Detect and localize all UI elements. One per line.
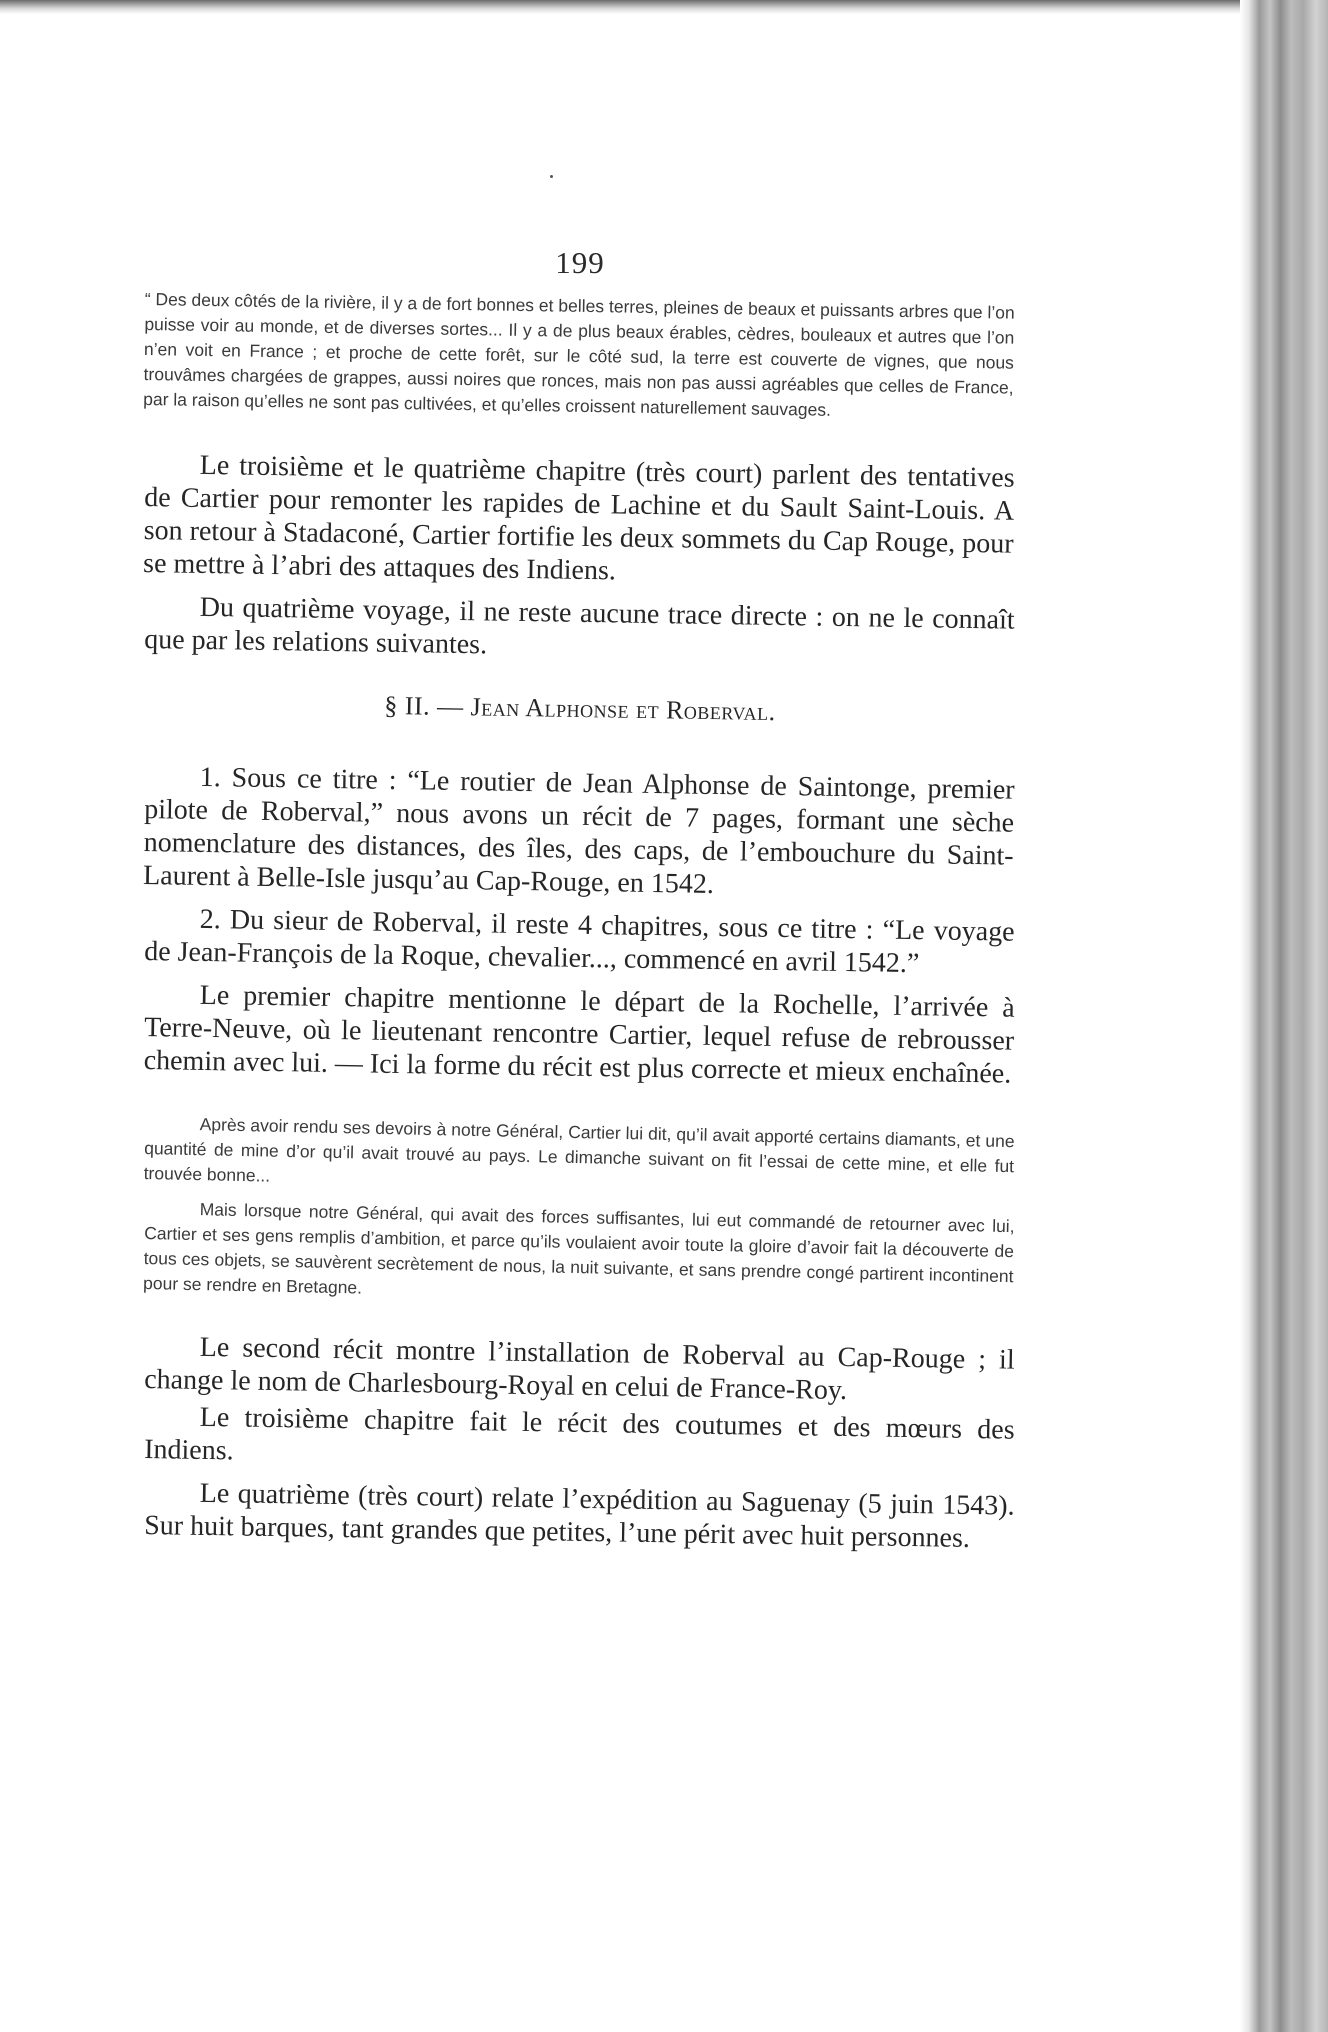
opening-quote: “ Des deux côtés de la rivière, il y a de fort bonnes et belles terres, pleines de beaux et puissants arbres que l’on puisse voir au monde, et de diverses sortes... Il y a de plus beaux érables, cèdres, bouleaux et autres que l’on n’en voit en France ; et proche de cette forêt, sur le côté sud, la terre est couverte de vignes, que nous trouvâmes chargées de grappes, aussi noires que ronces, mais non pas aussi agréables que celles de France, par la raison qu’elles ne sont pas cultivées, et qu’elles croissent naturellement sauvages.: [143, 288, 1015, 420]
paragraph-roberval-chapters: 2. Du sieur de Roberval, il reste 4 chapitres, sous ce titre : “Le voyage de Jean-François de la Roque, chevalier..., commencé en avril 1542.”: [143, 903, 1015, 980]
paragraph-routier: 1. Sous ce titre : “Le routier de Jean Alphonse de Saintonge, premier pilote de Roberval,” nous avons un récit de 7 pages, formant une sèche nomenclature des distances, des îles, des caps, de l’embouchure du Saint-Laurent à Belle-Isle jusqu’au Cap-Rouge, en 1542.: [142, 761, 1015, 900]
quote-diamonds: Après avoir rendu ses devoirs à notre Général, Cartier lui dit, qu’il avait apporté certains diamants, et une quantité de mine d’or qu’il avait trouvé au pays. Le dimanche suivant on fit l’essai de cette mine, et elle fut trouvée bonne...: [143, 1114, 1015, 1186]
paragraph-second-recit: Le second récit montre l’installation de Roberval au Cap-Rouge ; il change le nom de Charlesbourg-Royal en celui de France-Roy.: [143, 1331, 1015, 1407]
paragraph-third-chapter: Le troisième chapitre fait le récit des coutumes et des mœurs des Indiens.: [143, 1401, 1015, 1467]
paragraph-fourth-voyage: Du quatrième voyage, il ne reste aucune trace directe : on ne le connaît que par les relations suivantes.: [143, 591, 1015, 661]
quote-departure: Mais lorsque notre Général, qui avait des forces suffisantes, lui eut commandé de retourner avec lui, Cartier et ses gens remplis d’ambition, et parce qu’ils voulaient avoir toute la gloire d’avoir fait la découverte de tous ces objets, se sauvèrent secrètement de nous, la nuit suivante, et sans prendre congé partirent incontinent pour se rendre en Bretagne.: [142, 1199, 1015, 1298]
book-page: [142, 245, 1015, 1554]
paragraph-fourth-chapter: Le quatrième (très court) relate l’expédition au Saguenay (5 juin 1543). Sur huit barques, tant grandes que petites, l’une périt avec huit personnes.: [143, 1477, 1015, 1554]
paragraph-first-chapter: Le premier chapitre mentionne le départ de la Rochelle, l’arrivée à Terre-Neuve, où le lieutenant rencontre Cartier, lequel refuse de rebrousser chemin avec lui. — Ici la forme du récit est plus correcte et mieux enchaînée.: [143, 979, 1015, 1090]
scan-top-edge: [0, 0, 1328, 14]
scan-page-edge: [1240, 0, 1328, 2032]
section-heading: § II. — Jean Alphonse et Roberval.: [384, 690, 776, 727]
page-number: 199: [555, 245, 605, 280]
scan-speck: [550, 175, 553, 178]
paragraph-chapters-three-four: Le troisième et le quatrième chapitre (très court) parlent des tentatives de Cartier pour remonter les rapides de Lachine et du Sault Saint-Louis. A son retour à Stadaconé, Cartier fortifie les deux sommets du Cap Rouge, pour se mettre à l’abri des attaques des Indiens.: [142, 449, 1015, 587]
